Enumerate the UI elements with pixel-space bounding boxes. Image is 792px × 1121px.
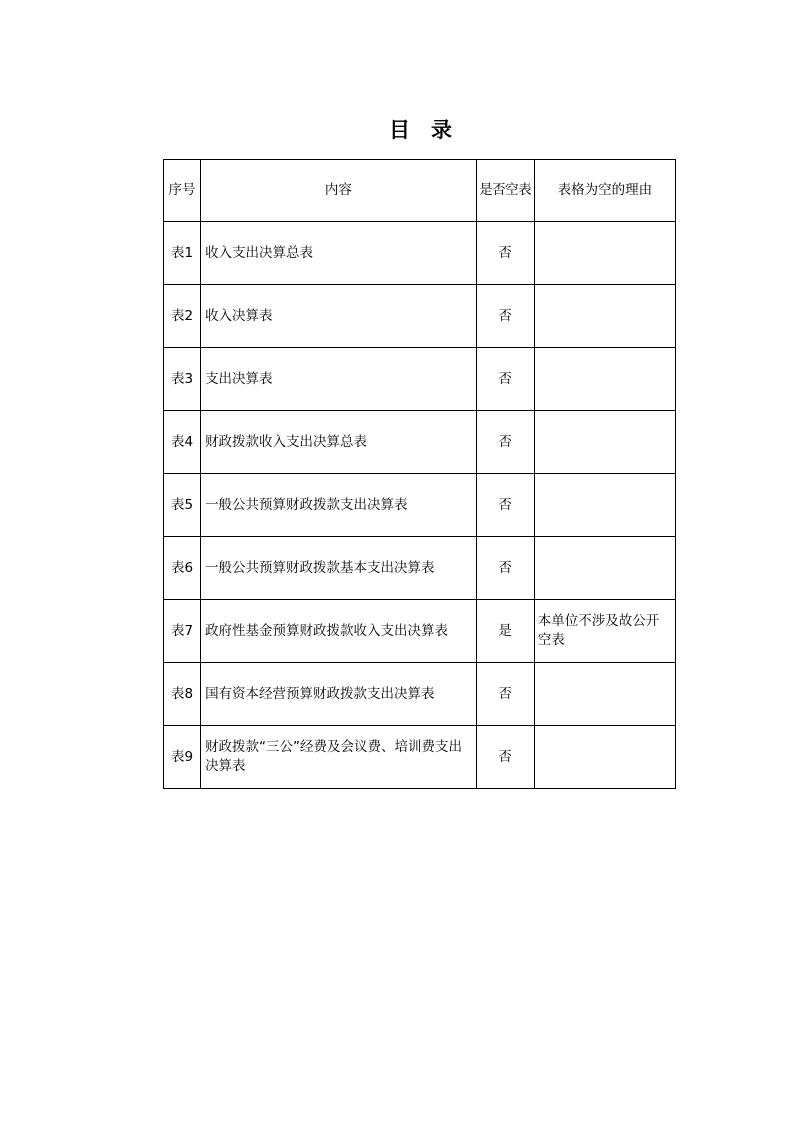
row-reason	[534, 663, 675, 726]
row-is-empty: 否	[476, 348, 534, 411]
row-content: 财政拨款“三公”经费及会议费、培训费支出决算表	[201, 726, 477, 789]
table-row	[164, 411, 676, 474]
table-header-row	[164, 160, 676, 222]
row-reason	[534, 348, 675, 411]
row-is-empty: 是	[476, 600, 534, 663]
row-seq: 表3	[164, 348, 201, 411]
row-is-empty: 否	[476, 726, 534, 789]
row-is-empty: 否	[476, 285, 534, 348]
row-content: 财政拨款收入支出决算总表	[201, 411, 477, 474]
table-row	[164, 600, 676, 663]
row-seq: 表1	[164, 222, 201, 285]
row-content: 政府性基金预算财政拨款收入支出决算表	[201, 600, 477, 663]
row-is-empty: 否	[476, 474, 534, 537]
row-reason: 本单位不涉及故公开空表	[534, 600, 675, 663]
row-content: 一般公共预算财政拨款支出决算表	[201, 474, 477, 537]
row-is-empty: 否	[476, 663, 534, 726]
row-seq: 表8	[164, 663, 201, 726]
row-reason	[534, 285, 675, 348]
table-row	[164, 222, 676, 285]
table-row	[164, 285, 676, 348]
page-title: 目 录	[389, 118, 452, 142]
row-seq: 表2	[164, 285, 201, 348]
row-content: 收入支出决算总表	[201, 222, 477, 285]
row-seq: 表7	[164, 600, 201, 663]
row-content: 一般公共预算财政拨款基本支出决算表	[201, 537, 477, 600]
row-is-empty: 否	[476, 222, 534, 285]
row-is-empty: 否	[476, 411, 534, 474]
row-reason	[534, 726, 675, 789]
table-row	[164, 474, 676, 537]
header-content: 内容	[201, 160, 477, 222]
row-seq: 表5	[164, 474, 201, 537]
row-reason	[534, 537, 675, 600]
row-content: 国有资本经营预算财政拨款支出决算表	[201, 663, 477, 726]
row-reason	[534, 474, 675, 537]
row-reason	[534, 222, 675, 285]
row-seq: 表4	[164, 411, 201, 474]
header-is-empty: 是否空表	[476, 160, 534, 222]
row-content: 支出决算表	[201, 348, 477, 411]
table-row	[164, 348, 676, 411]
header-seq: 序号	[164, 160, 201, 222]
row-content: 收入决算表	[201, 285, 477, 348]
row-is-empty: 否	[476, 537, 534, 600]
header-reason: 表格为空的理由	[534, 160, 675, 222]
table-row	[164, 537, 676, 600]
row-seq: 表9	[164, 726, 201, 789]
row-reason	[534, 411, 675, 474]
table-row	[164, 726, 676, 789]
row-seq: 表6	[164, 537, 201, 600]
toc-table	[163, 159, 676, 789]
table-row	[164, 663, 676, 726]
